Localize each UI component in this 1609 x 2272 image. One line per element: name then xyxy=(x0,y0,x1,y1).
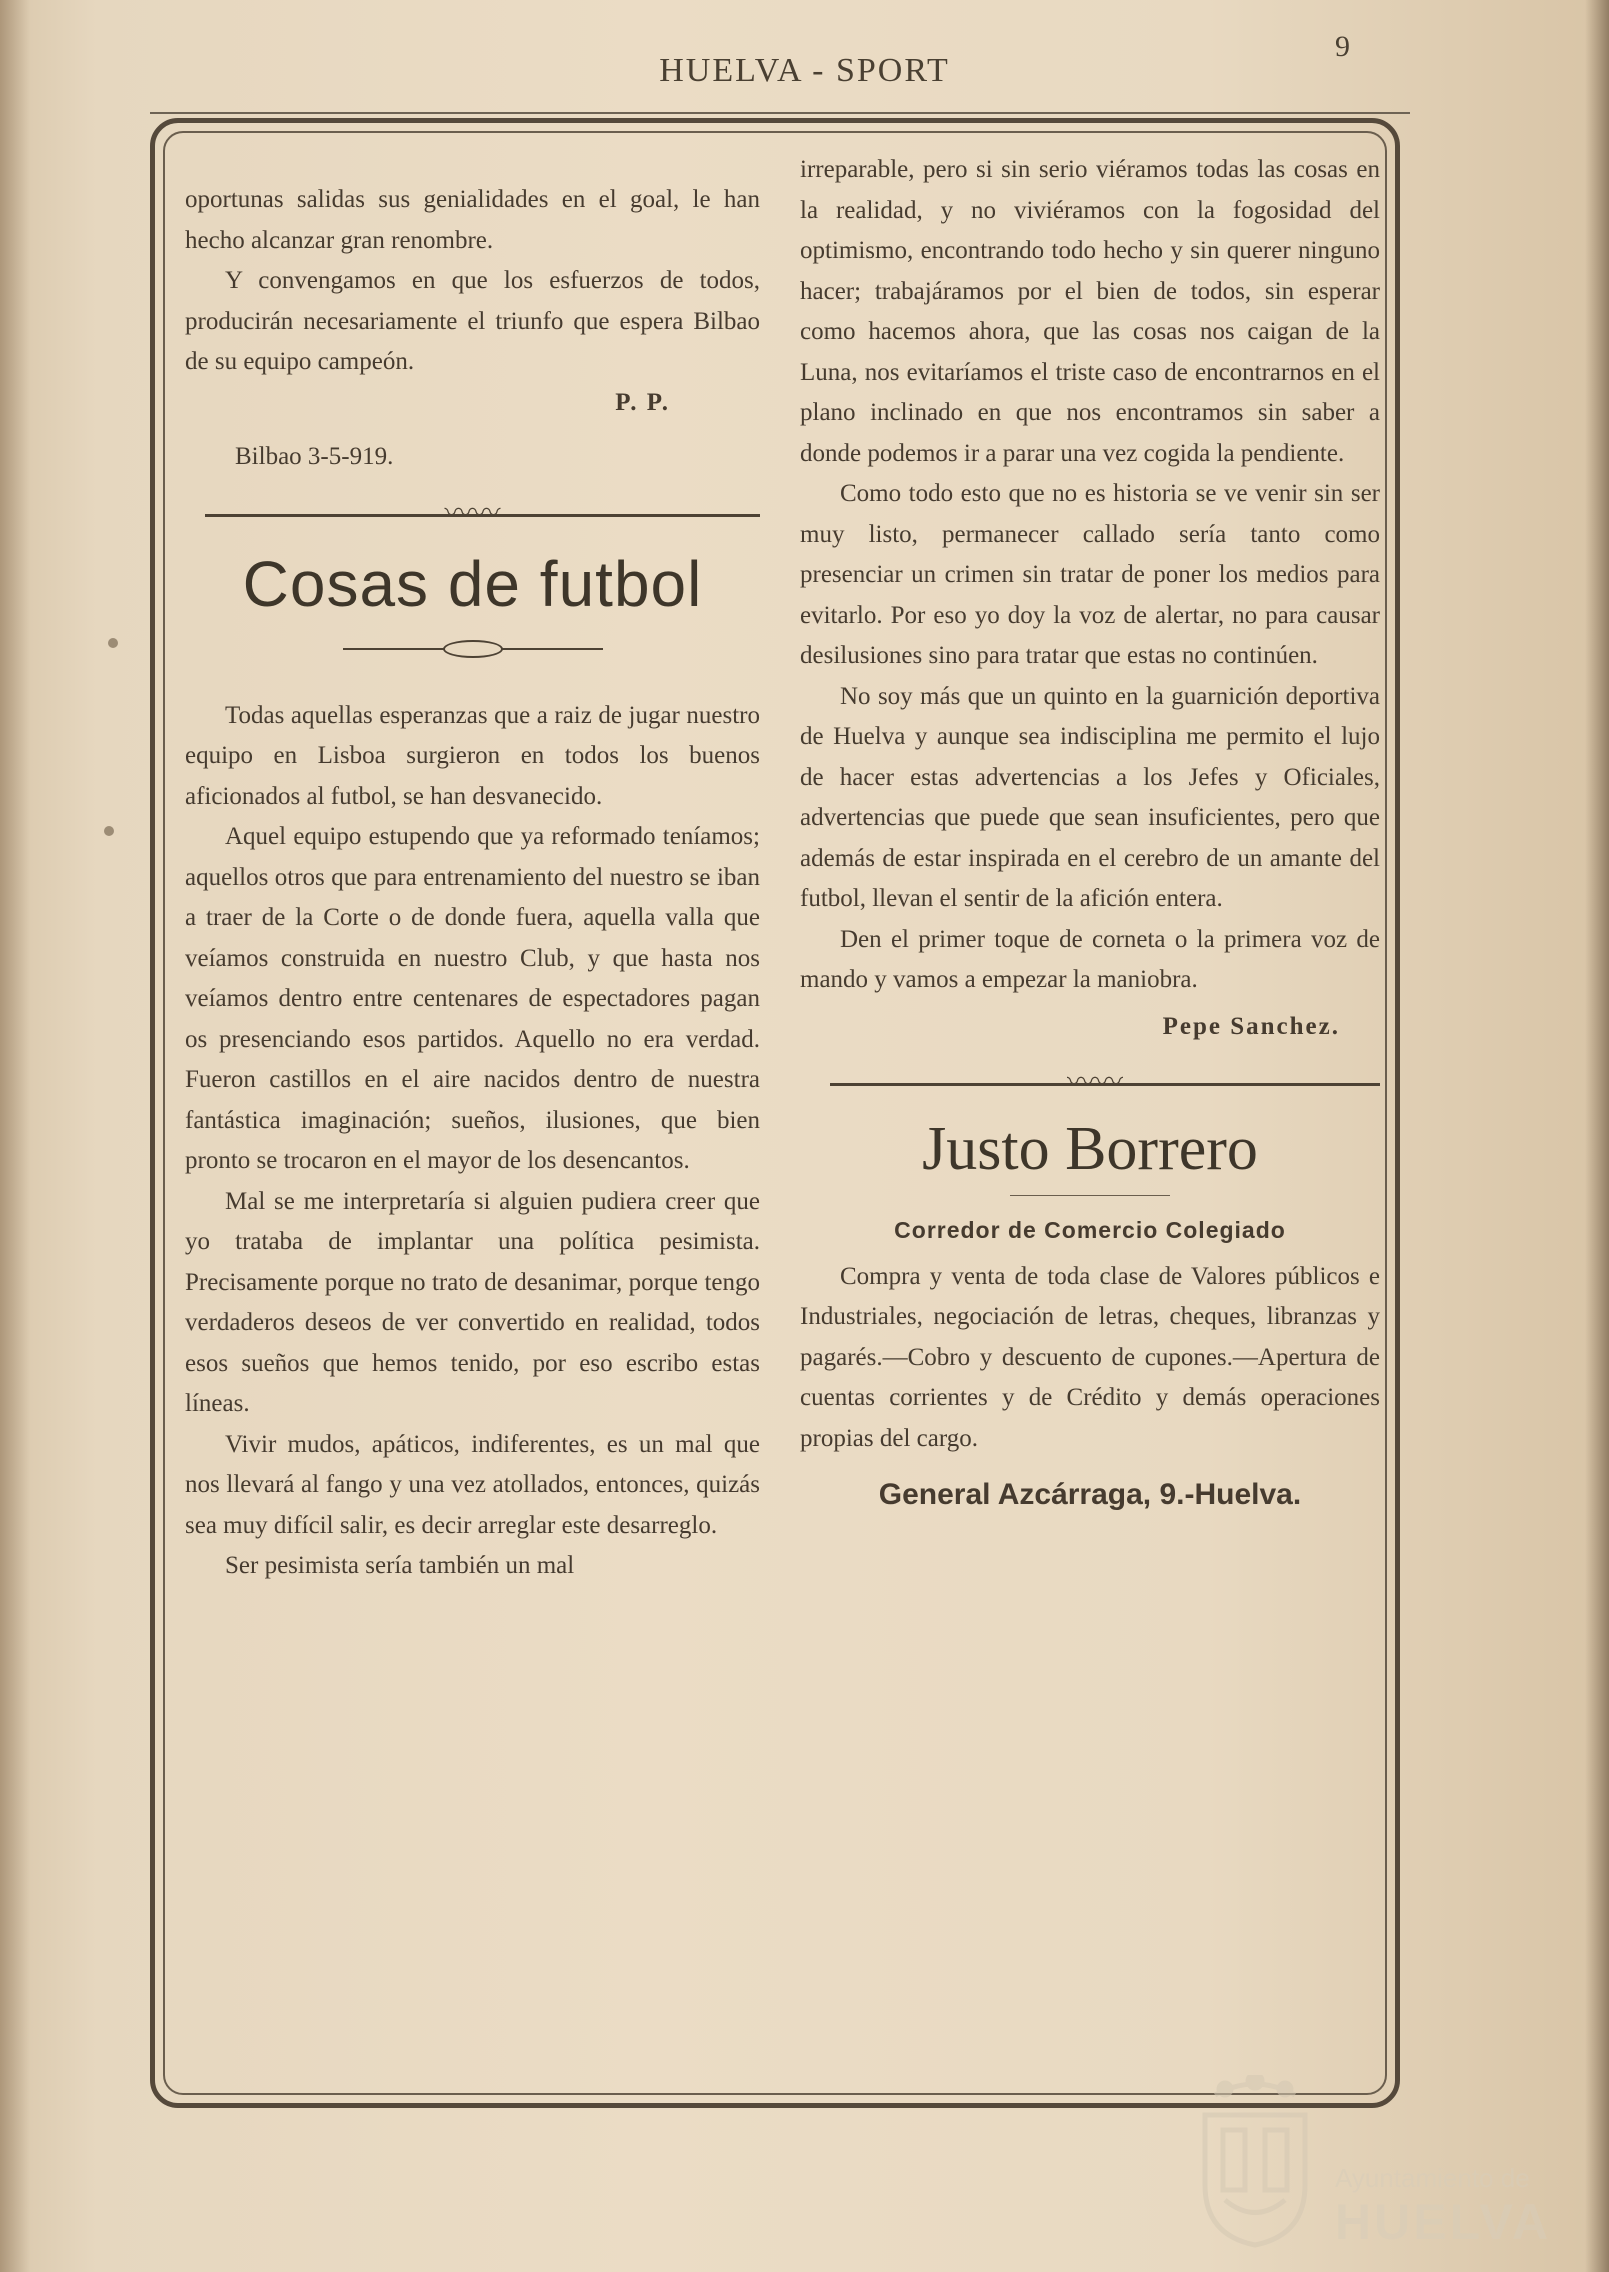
continuation-paragraph: oportunas salidas sus genialidades en el goal, le han hecho alcanzar gran renombre. xyxy=(185,186,760,254)
watermark-line1: Ayuntamiento de xyxy=(1335,2163,1530,2193)
ad-divider xyxy=(810,1069,1380,1099)
advertiser-profession: Corredor de Comercio Colegiado xyxy=(894,1217,1286,1243)
continuation-paragraph: Y convengamos en que los esfuerzos de todos, producirán necesariamente el triunfo que espera Bilbao de su equipo campeón. xyxy=(185,267,760,375)
article-paragraph: Den el primer toque de corneta o la primera voz de mando y vamos a empezar la maniobra. xyxy=(800,925,1380,993)
page-edge-shadow xyxy=(1585,0,1609,2272)
divider-ornament-icon: 〰〰 xyxy=(1066,1067,1124,1098)
section-divider xyxy=(185,497,760,530)
binding-shadow xyxy=(0,0,30,2272)
ad-body: Compra y venta de toda clase de Valores públicos e Industriales, negociación de letras, cheques, libranzas y pagarés.—Cobro y descuento de cupones.—Apertura de cuentas corrientes y de Crédito y demás operaciones propias del cargo. xyxy=(800,1262,1380,1452)
advertisement xyxy=(800,1109,1380,1516)
author-signature: Pepe Sanchez. xyxy=(1162,1012,1340,1040)
article-paragraph: irreparable, pero si sin serio viéramos todas las cosas en la realidad, y no viviéramos con la fogosidad del optimismo, encontrando todo hecho y sin querer ninguno hacer; trabajáramos por el bien de todos, sin esperar como hacemos ahora, que las cosas nos caigan de la Luna, nos evitaríamos el triste caso de encontrarnos en el plano inclinado en que nos encontramos sin saber a donde podemos ir a parar una vez cogida la pendiente. xyxy=(800,156,1380,467)
watermark-line2: HUELVA xyxy=(1335,2194,1552,2250)
article-paragraph: Mal se me interpretaría si alguien pudiera creer que yo trataba de implantar una política pesimista. Precisamente porque no trato de desanimar, porque tengo verdaderos deseos de ver convertido en realidad, todos esos sueños que hemos tenido, por eso escribo estas líneas. xyxy=(185,1187,760,1417)
article-paragraph: No soy más que un quinto en la guarnición deportiva de Huelva y aunque sea indisciplina me permito el lujo de hacer estas advertencias a los Jefes y Oficiales, advertencias que puede que sean insuficientes, pero que además de estar inspirada en el cerebro de un amante del futbol, llevan el sentir de la afición entera. xyxy=(800,682,1380,912)
ad-address: General Azcárraga, 9.-Huelva. xyxy=(878,1478,1302,1511)
watermark xyxy=(1195,2075,1552,2255)
coat-of-arms-icon xyxy=(1195,2075,1315,2255)
article-paragraph: Como todo esto que no es historia se ve venir sin ser muy listo, permanecer callado sería tanto como presenciar un crimen sin tratar de poner los medios para evitarlo. Por eso yo doy la voz de alertar, no para causar desilusiones sino para tratar que estas no continúen. xyxy=(800,480,1380,669)
ornament-oval-icon xyxy=(443,640,503,658)
dateline: Bilbao 3-5-919. xyxy=(235,443,394,470)
advertiser-name: Justo Borrero xyxy=(922,1115,1258,1183)
left-column xyxy=(185,180,760,1587)
signature-pp: P. P. xyxy=(615,388,670,416)
ad-rule xyxy=(1010,1195,1170,1196)
article-title: Cosas de futbol xyxy=(242,547,703,620)
divider-ornament-icon: 〰〰 xyxy=(444,497,501,529)
page-number: 9 xyxy=(1335,30,1350,63)
paper-speck xyxy=(108,638,118,648)
article-paragraph: Todas aquellas esperanzas que a raiz de jugar nuestro equipo en Lisboa surgieron en todos los buenos aficionados al futbol, se han desvanecido. xyxy=(185,701,760,810)
running-head: HUELVA - SPORT xyxy=(659,52,950,89)
article-paragraph: Ser pesimista sería también un mal xyxy=(225,1552,575,1579)
article-paragraph: Aquel equipo estupendo que ya reformado teníamos; aquellos otros que para entrenamiento del nuestro se iban a traer de la Corte o de donde fuera, aquella valla que veíamos construida en nuestro Club, y que hasta nos veíamos dentro entre centenares de espectadores pagan os presenciando esos partidos. Aquello no era verdad. Fueron castillos en el aire nacidos dentro de nuestra fantástica imaginación; sueños, ilusiones, que bien pronto se trocaron en el mayor de los desencantos. xyxy=(185,823,760,1174)
right-column xyxy=(800,150,1380,1516)
article-paragraph: Vivir mudos, apáticos, indiferentes, es un mal que nos llevará al fango y una vez atollados, entonces, quizás sea muy difícil salir, es decir arreglar este desarreglo. xyxy=(185,1430,760,1539)
paper-speck xyxy=(104,826,114,836)
header-rule xyxy=(150,112,1410,114)
title-ornament xyxy=(343,634,603,664)
